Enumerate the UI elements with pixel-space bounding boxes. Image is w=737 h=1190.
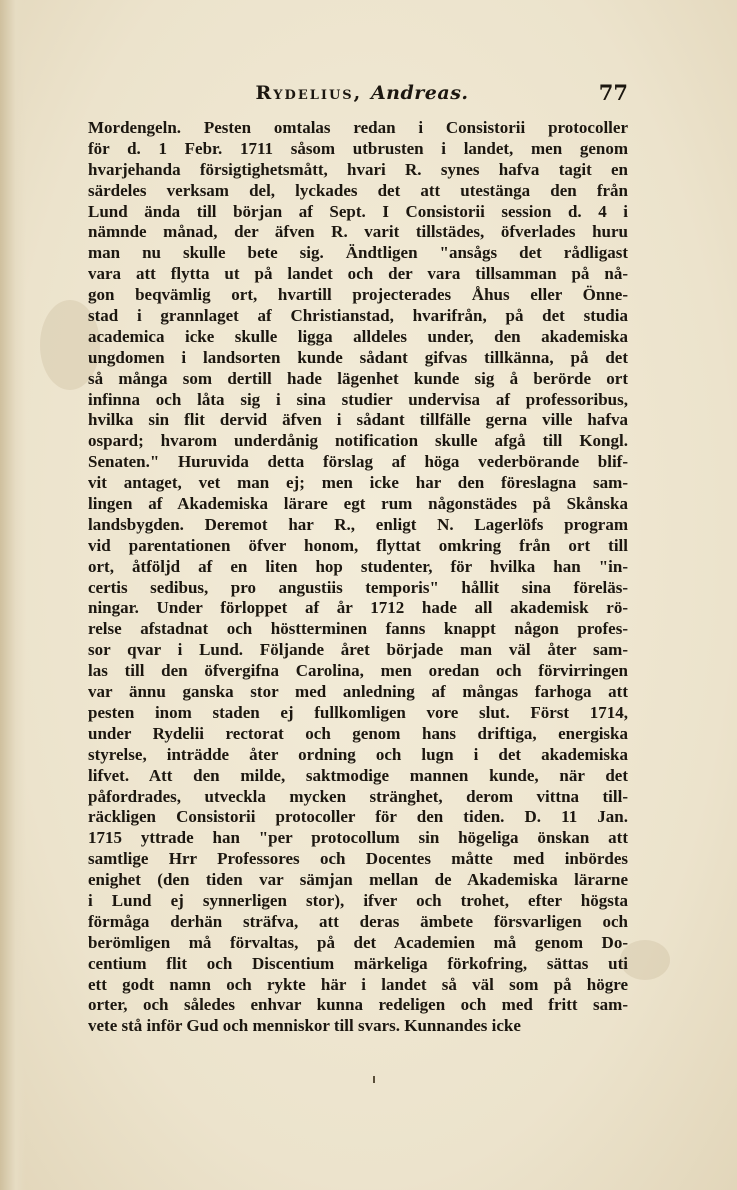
running-head-surname: Rydelius, (255, 82, 363, 104)
text-line: särdeles verksam del, lyckades det att utestänga den från (88, 180, 628, 200)
text-line: gon beqvämlig ort, hvartill projecterades Åhus eller Önne- (88, 285, 628, 305)
text-line: ospard; hvarom underdånig notification skulle afgå till Kongl. (88, 431, 628, 451)
text-line: nämnde månad, der äfven R. varit tillstädes, öfverlades huru (88, 222, 628, 242)
text-line: samtlige Hrr Professores och Docentes måtte med inbördes (88, 849, 628, 869)
text-line: påfordrades, utveckla mycken stränghet, derom vittna till- (88, 786, 628, 806)
text-line: las till den öfvergifna Carolina, men oredan och förvirringen (88, 661, 628, 681)
text-line: ningar. Under förloppet af år 1712 hade all akademisk rö- (88, 598, 628, 618)
text-line: vete stå inför Gud och menniskor till svars. Kunnandes icke (88, 1016, 521, 1036)
text-line: infinna och låta sig i sina studier undervisa af professoribus, (88, 389, 628, 409)
page-number: 77 (598, 80, 628, 105)
text-line: för d. 1 Febr. 1711 såsom utbrusten i landet, men genom (88, 138, 628, 158)
text-line: i Lund ej synnerligen stor), ifver och trohet, efter högsta (88, 890, 628, 910)
page-header (96, 80, 628, 110)
running-head (96, 82, 628, 104)
text-line: man nu skulle bete sig. Ändtligen "ansågs det rådligast (88, 243, 628, 263)
text-line: centium flit och Discentium märkeliga förkofring, sättas uti (88, 953, 628, 973)
text-line: certis sedibus, pro angustiis temporis" hållit sina föreläs- (88, 577, 628, 597)
text-line: 1715 yttrade han "per protocollum sin högeliga önskan att (88, 828, 628, 848)
text-line: lingen af Akademiska lärare egt rum någonstädes på Skånska (88, 494, 628, 514)
text-line: förmåga derhän sträfva, att deras ämbete försvarligen och (88, 911, 628, 931)
text-line: pesten inom staden ej fullkomligen vore slut. Först 1714, (88, 702, 628, 722)
text-line: lifvet. Att den milde, saktmodige mannen kunde, när det (88, 765, 628, 785)
body-text (88, 118, 628, 1037)
text-line: ort, åtföljd af en liten hop studenter, för hvilka han "in- (88, 556, 628, 576)
text-line: vara att flytta ut på landet och der vara tillsamman på nå- (88, 264, 628, 284)
spine-shadow (0, 0, 26, 1190)
text-line: orter, och således enhvar kunna redeligen och med fritt sam- (88, 995, 628, 1015)
text-line: berömligen må förvaltas, på det Academien må genom Do- (88, 932, 628, 952)
text-line: ett godt namn och rykte här i landet så väl som på högre (88, 974, 628, 994)
text-line: så många som dertill hade lägenhet kunde sig å berörde ort (88, 368, 628, 388)
text-line: under Rydelii rectorat och genom hans driftiga, energiska (88, 723, 628, 743)
text-line: vit antaget, vet man ej; men icke har den föreslagna sam- (88, 473, 628, 493)
text-line: Mordengeln. Pesten omtalas redan i Consistorii protocoller (88, 118, 628, 137)
text-line: landsbygden. Deremot har R., enligt N. Lagerlöfs program (88, 514, 628, 534)
text-line: Lund ända till början af Sept. I Consistorii session d. 4 i (88, 201, 628, 221)
text-line: ungdomen i landsorten kunde sådant gifvas tillkänna, på det (88, 347, 628, 367)
running-head-given-name: Andreas. (370, 82, 469, 104)
text-line: academica icke skulle ligga alldeles under, den akademiska (88, 326, 628, 346)
text-line: stad i grannlaget af Christianstad, hvarifrån, på det studia (88, 306, 628, 326)
text-line: styrelse, inträdde åter ordning och lugn i det akademiska (88, 744, 628, 764)
text-line: var ännu ganska stor med anledning af mångas farhoga att (88, 682, 628, 702)
text-line: räckligen Consistorii protocoller för den tiden. D. 11 Jan. (88, 807, 628, 827)
text-line: enighet (den tiden var sämjan mellan de Akademiska lärarne (88, 870, 628, 890)
text-line: Senaten." Huruvida detta förslag af höga vederbörande blif- (88, 452, 628, 472)
text-line: hvarjehanda försigtighetsmått, hvari R. synes hafva tagit en (88, 159, 628, 179)
text-line: hvilka sin flit dervid äfven i sådant tillfälle gerna ville hafva (88, 410, 628, 430)
text-line: vid parentationen öfver honom, flyttat omkring från ort till (88, 535, 628, 555)
text-line: sor qvar i Lund. Följande året började man väl åter sam- (88, 640, 628, 660)
print-mark (373, 1076, 375, 1083)
text-line: relse afstadnat och höstterminen fanns knappt någon profes- (88, 619, 628, 639)
